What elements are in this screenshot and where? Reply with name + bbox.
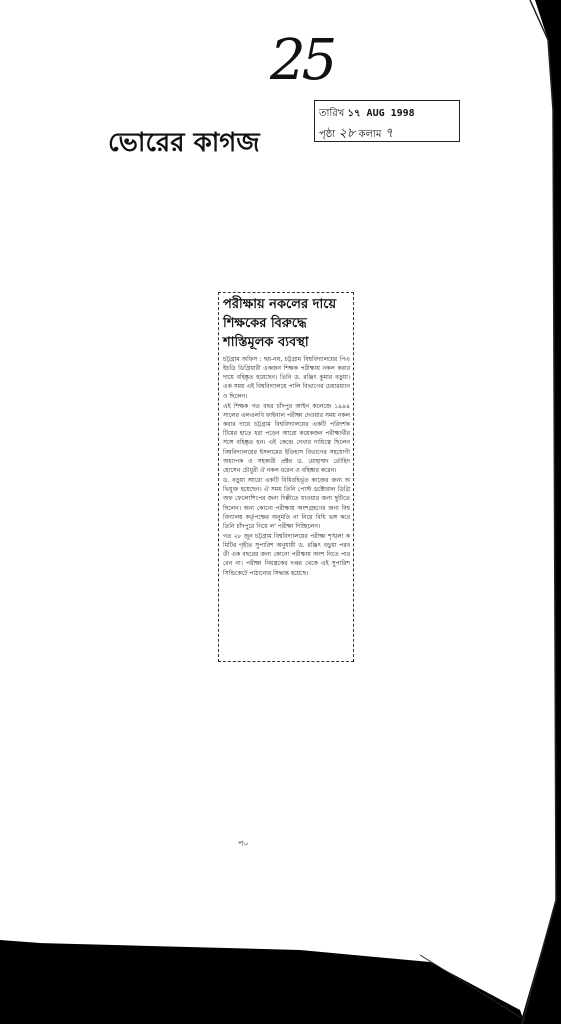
headline-line: পরীক্ষায় নকলের দায়ে <box>223 297 337 312</box>
page-number: 25 <box>270 28 334 93</box>
column-value: ৭ <box>384 126 394 141</box>
clipping-paragraph: গত ২৮ জুন চট্টগ্রাম বিশ্ববিদ্যালয়ের পরীক্ষা শৃঙ্খলা কমিটির গৃহীত সুপারিশ অনুযায়ী ড. রঞ্জিৎ বড়ুয়া পরবর্তী এক বছরের জন্য কোনো পরীক্ষায় অংশ নিতে পারবেন না। পরীক্ষা নিয়ন্ত্রকের দপ্তর থেকে এই সুপারিশ সিন্ডিকেটে পাঠানোর সিদ্ধান্ত হয়েছে। <box>223 532 350 577</box>
clipping-paragraph: চট্টগ্রাম অফিস : ছয়-নয়, চট্টগ্রাম বিশ্ববিদ্যালয়ের পিএইচডি ডিগ্রিধারী একজন শিক্ষক পরীক্ষায় নকল করার দায়ে বহিষ্কৃত হয়েছেন। তিনি ড. রঞ্জিৎ কুমার বড়ুয়া। এক সময় এই বিশ্ববিদ্যালয়ে পালি বিভাগের চেয়ারম্যানও ছিলেন। <box>223 356 350 400</box>
date-page-stamp <box>314 100 460 142</box>
page-value: ২৮ <box>338 126 356 141</box>
date-row <box>319 106 415 123</box>
newspaper-masthead: ভোরের কাগজ <box>108 128 260 158</box>
news-clipping <box>218 292 354 662</box>
column-label: কলাম <box>358 129 382 140</box>
clipping-body <box>219 352 353 578</box>
headline-line: শিক্ষকের বিরুদ্ধে <box>223 316 307 331</box>
date-label: তারিখ <box>319 108 345 119</box>
date-value: ১৭ AUG 1998 <box>347 108 415 119</box>
clipping-headline <box>219 293 353 352</box>
page-label: পৃষ্ঠা <box>319 129 336 140</box>
page-column-row <box>319 124 393 145</box>
footer-mark: প০ <box>238 839 249 848</box>
headline-line: শাস্তিমূলক ব্যবস্থা <box>223 335 309 350</box>
clipping-paragraph: ড. বড়ুয়া আরো একটি বিধিবহির্ভূত কাজের জন্য অভিযুক্ত হয়েছেন। ঐ সময় তিনি পোস্ট ডক্টোরাল ডিগ্রি অফ ফেলোশিপের জন্য দিল্লীতে যাওয়ার জন্য ছুটিতে ছিলেন। অন্য কোনো পরীক্ষায় অংশগ্রহণের জন্য বিশ্ববিদ্যালয় কর্তৃপক্ষের অনুমতি না নিয়ে বিধি ভঙ্গ করে তিনি চাঁদপুরে গিয়ে ল' পরীক্ষা দিচ্ছিলেন। <box>223 477 350 530</box>
clipping-paragraph: এই শিক্ষক গত বছর চাঁদপুর আইন কলেজে ১৯৯৪ সালের এলএলবি ফাইনাল পরীক্ষা দেওয়ার সময় নকল করার দায়ে চট্টগ্রাম বিশ্ববিদ্যালয়ের একটি পরিদর্শক টিমের হাতে ধরা পড়েন আরো কয়েকজন পরীক্ষার্থীর সঙ্গে বহিষ্কৃত হন। এই কেন্দ্রে দেখার দায়িত্বে ছিলেন বিশ্ববিদ্যালয়ের ইসলামের ইতিহাস বিভাগের সহযোগী অধ্যাপক ও সহকারী প্রক্টর ড. মোহাম্মদ তৌহিদ হোসেন চৌধুরী ঐ নকল ধরেন ও বহিষ্কার করেন। <box>223 402 350 474</box>
